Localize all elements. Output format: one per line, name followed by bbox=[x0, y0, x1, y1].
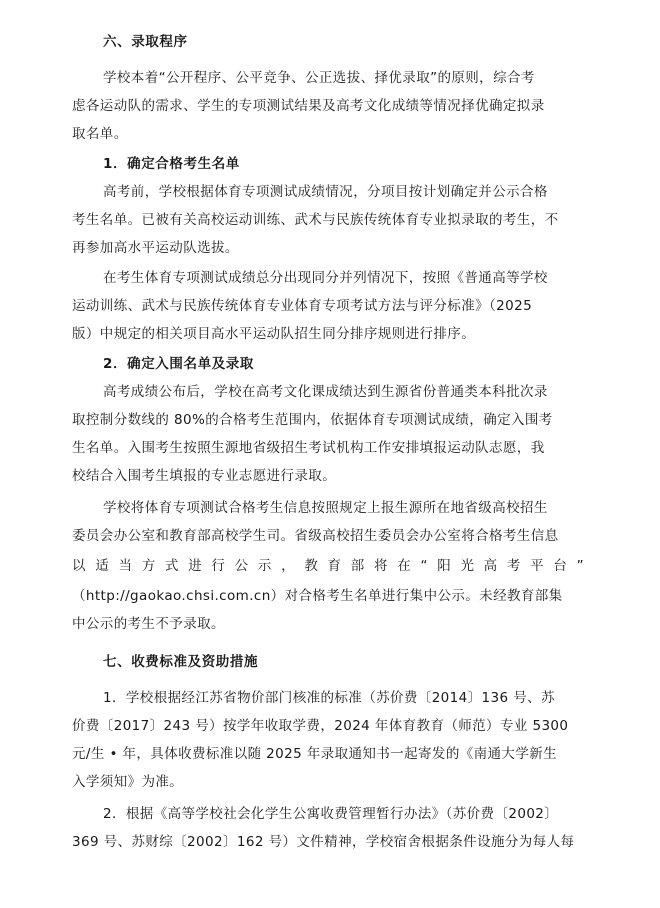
subsection-2-para-1-line-2: 取控制分数线的 80%的合格考生范围内，依据体育专项测试成绩，确定入围考 bbox=[72, 412, 553, 428]
subsection-1-para-2-line-2: 运动训练、武术与民族传统体育专业体育专项考试方法与评分标准》（2025 bbox=[72, 298, 533, 314]
section-7-item-1-line-4: 入学须知》为准。 bbox=[72, 774, 184, 790]
subsection-2-para-2-line-1: 学校将体育专项测试合格考生信息按照规定上报生源所在地省级高校招生 bbox=[103, 500, 548, 516]
subsection-1-para-1-line-1: 高考前，学校根据体育专项测试成绩情况，分项目按计划确定并公示合格 bbox=[103, 184, 548, 200]
subsection-2-para-2-line-3: 以适当方式进行公示，教育部将在“阳光高考平台” bbox=[72, 558, 584, 574]
section-7-item-1-line-1: 1．学校根据经江苏省物价部门核准的标准（苏价费〔2014〕136 号、苏 bbox=[103, 690, 555, 706]
subsection-2-para-2-line-2: 委员会办公室和教育部高校学生司。省级高校招生委员会办公室将合格考生信息 bbox=[72, 528, 559, 544]
section-6-title: 六、录取程序 bbox=[103, 34, 188, 50]
section-6-intro-line-3: 取名单。 bbox=[72, 126, 128, 142]
section-7-item-2-line-2: 369 号、苏财综〔2002〕162 号）文件精神，学校宿舍根据条件设施分为每人每 bbox=[72, 834, 575, 850]
section-7-title: 七、收费标准及资助措施 bbox=[103, 654, 259, 670]
section-7-item-1-line-3: 元/生 • 年，具体收费标准以随 2025 年录取通知书一起寄发的《南通大学新生 bbox=[72, 746, 558, 762]
subsection-1-para-1-line-2: 考生名单。已被有关高校运动训练、武术与民族传统体育专业拟录取的考生，不 bbox=[72, 212, 559, 228]
subsection-2-para-2-line-4: （http://gaokao.chsi.com.cn）对合格考生名单进行集中公示。未经教育部集 bbox=[72, 588, 563, 604]
subsection-2-para-1-line-1: 高考成绩公布后，学校在高考文化课成绩达到生源省份普通类本科批次录 bbox=[103, 384, 548, 400]
subsection-2-title: 2．确定入围名单及录取 bbox=[103, 356, 254, 372]
subsection-2-para-1-line-4: 校结合入围考生填报的专业志愿进行录取。 bbox=[72, 468, 337, 484]
subsection-1-para-1-line-3: 再参加高水平运动队选拔。 bbox=[72, 240, 239, 256]
section-7-item-2-line-1: 2．根据《高等学校社会化学生公寓收费管理暂行办法》（苏价费〔2002〕 bbox=[103, 806, 559, 822]
section-7-item-1-line-2: 价费〔2017〕243 号）按学年收取学费，2024 年体育教育（师范）专业 5300 bbox=[72, 718, 569, 734]
subsection-1-para-2-line-1: 在考生体育专项测试成绩总分出现同分并列情况下，按照《普通高等学校 bbox=[103, 270, 548, 286]
section-6-intro-line-1: 学校本着“公开程序、公平竞争、公正选拔、择优录取”的原则，综合考 bbox=[103, 70, 535, 86]
section-6-intro-line-2: 虑各运动队的需求、学生的专项测试结果及高考文化成绩等情况择优确定拟录 bbox=[72, 98, 545, 114]
subsection-2-para-1-line-3: 生名单。入围考生按照生源地省级招生考试机构工作安排填报运动队志愿，我 bbox=[72, 440, 545, 456]
subsection-2-para-2-line-5: 中公示的考生不予录取。 bbox=[72, 616, 225, 632]
subsection-1-title: 1．确定合格考生名单 bbox=[103, 156, 240, 172]
subsection-1-para-2-line-3: 版）中规定的相关项目高水平运动队招生同分排序规则进行排序。 bbox=[72, 326, 476, 342]
